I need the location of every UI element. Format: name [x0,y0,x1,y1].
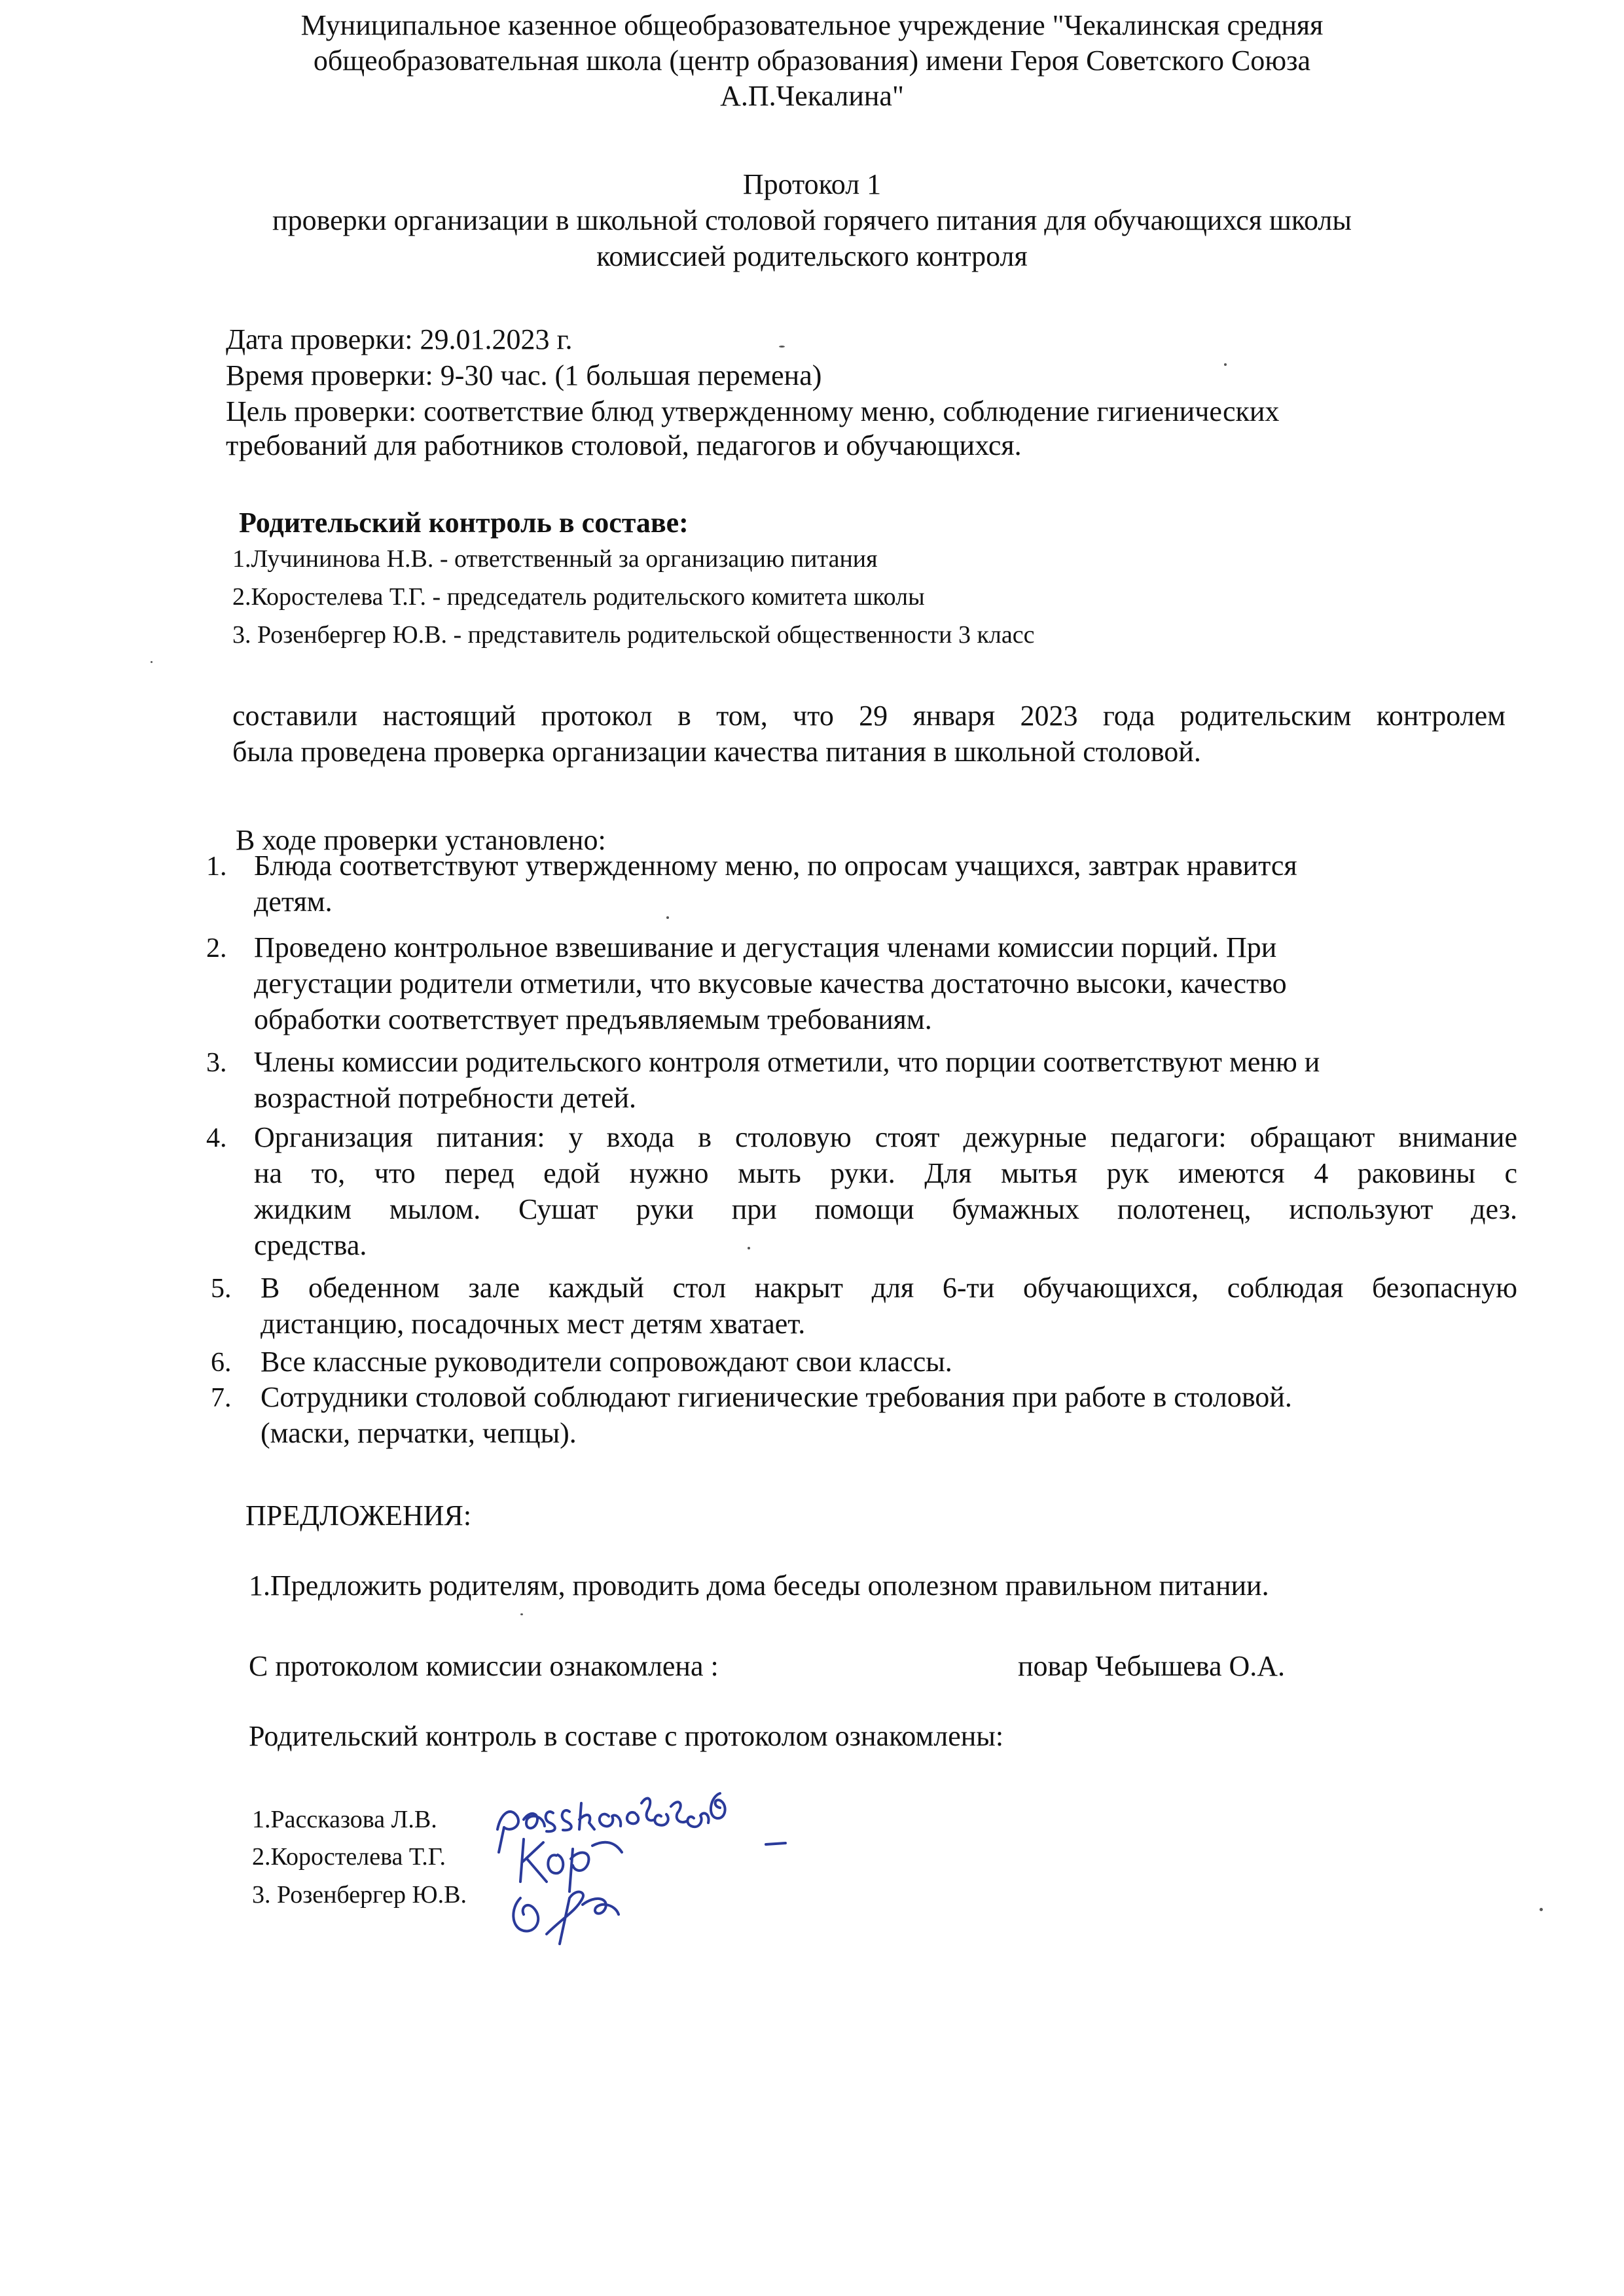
signature-name-1: 1.Рассказова Л.В. [252,1806,437,1833]
inspection-goal-line-2: требований для работников столовой, педагогов и обучающихся. [226,429,1022,461]
finding-4-line-4: средства. [254,1229,367,1261]
finding-7-number: 7. [211,1383,232,1413]
acknowledgement-label: С протоколом комиссии ознакомлена : [249,1650,719,1682]
signature-name-3: 3. Розенбергер Ю.В. [252,1881,467,1909]
school-name-line-2: общеобразовательная школа (центр образования) имени Героя Советского Союза [313,45,1311,77]
school-name-line-3: А.П.Чекалина" [720,80,904,112]
finding-7-line-1: Сотрудники столовой соблюдают гигиенические требования при работе в столовой. [261,1381,1292,1413]
finding-5-number: 5. [211,1274,232,1304]
finding-5-line-2: дистанцию, посадочных мест детям хватает. [261,1308,806,1340]
scan-speck [748,1247,750,1249]
protocol-subject-line-1: проверки организации в школьной столовой горячего питания для обучающихся школы [272,204,1352,236]
member-2: 2.Коростелева Т.Г. - председатель родительского комитета школы [232,583,925,611]
intro-line-1: составили настоящий протокол в том, что 29 января 2023 года родительским контролем [232,700,1506,732]
protocol-number: Протокол 1 [742,168,882,200]
finding-6-line-1: Все классные руководители сопровождают свои классы. [261,1346,952,1378]
finding-3-line-2: возрастной потребности детей. [254,1082,637,1114]
finding-1-number: 1. [206,852,227,882]
finding-1-line-2: детям. [254,886,333,918]
finding-2-line-3: обработки соответствует предъявляемым требованиям. [254,1003,932,1035]
scan-speck [1540,1908,1543,1911]
scan-speck [666,916,669,919]
school-name-line-1: Муниципальное казенное общеобразовательное учреждение "Чекалинская средняя [300,9,1324,41]
finding-3-line-1: Члены комиссии родительского контроля отметили, что порции соответствуют меню и [254,1046,1320,1078]
scan-speck [520,1613,523,1615]
inspection-time: Время проверки: 9-30 час. (1 большая перемена) [226,359,822,391]
inspection-date: Дата проверки: 29.01.2023 г. [226,323,573,355]
protocol-subject-line-2: комиссией родительского контроля [596,240,1028,272]
cook-signer: повар Чебышева О.А. [1018,1650,1286,1682]
scan-speck [151,661,153,663]
finding-5-line-1: В обеденном зале каждый стол накрыт для 6-ти обучающихся, соблюдая безопасную [261,1272,1517,1304]
finding-6-number: 6. [211,1348,232,1378]
finding-4-line-3: жидким мылом. Сушат руки при помощи бумажных полотенец, используют дез. [254,1193,1517,1225]
intro-line-2: была проведена проверка организации качества питания в школьной столовой. [232,736,1201,768]
school-header [0,8,1624,114]
inspection-goal-line-1: Цель проверки: соответствие блюд утвержденному меню, соблюдение гигиенических [226,395,1280,427]
composition-heading: Родительский контроль в составе: [239,507,689,539]
proposals-heading: ПРЕДЛОЖЕНИЯ: [245,1499,472,1532]
finding-3-number: 3. [206,1048,227,1078]
finding-1-line-1: Блюда соответствуют утвержденному меню, по опросам учащихся, завтрак нравится [254,850,1297,882]
finding-2-line-1: Проведено контрольное взвешивание и дегустация членами комиссии порций. При [254,931,1277,963]
protocol-title [0,166,1624,274]
proposal-1: 1.Предложить родителям, проводить дома беседы ополезном правильном питании. [249,1570,1269,1602]
scan-speck [1224,363,1227,366]
finding-7-line-2: (маски, перчатки, чепцы). [261,1417,577,1449]
findings-heading: В ходе проверки установлено: [236,824,606,856]
finding-2-number: 2. [206,933,227,963]
finding-2-line-2: дегустации родители отметили, что вкусовые качества достаточно высоки, качество [254,967,1287,999]
scan-speck [779,346,785,348]
member-1: 1.Лучининова Н.В. - ответственный за организацию питания [232,545,878,573]
finding-4-line-1: Организация питания: у входа в столовую стоят дежурные педагоги: обращают внимание [254,1121,1517,1153]
handwritten-signatures [484,1767,799,1964]
member-3: 3. Розенбергер Ю.В. - представитель родительской общественности 3 класс [232,621,1035,649]
signature-name-2: 2.Коростелева Т.Г. [252,1843,446,1871]
finding-4-number: 4. [206,1123,227,1153]
finding-4-line-2: на то, что перед едой нужно мыть руки. Для мытья рук имеются 4 раковины с [254,1157,1517,1189]
signatures-heading: Родительский контроль в составе с протоколом ознакомлены: [249,1720,1004,1752]
